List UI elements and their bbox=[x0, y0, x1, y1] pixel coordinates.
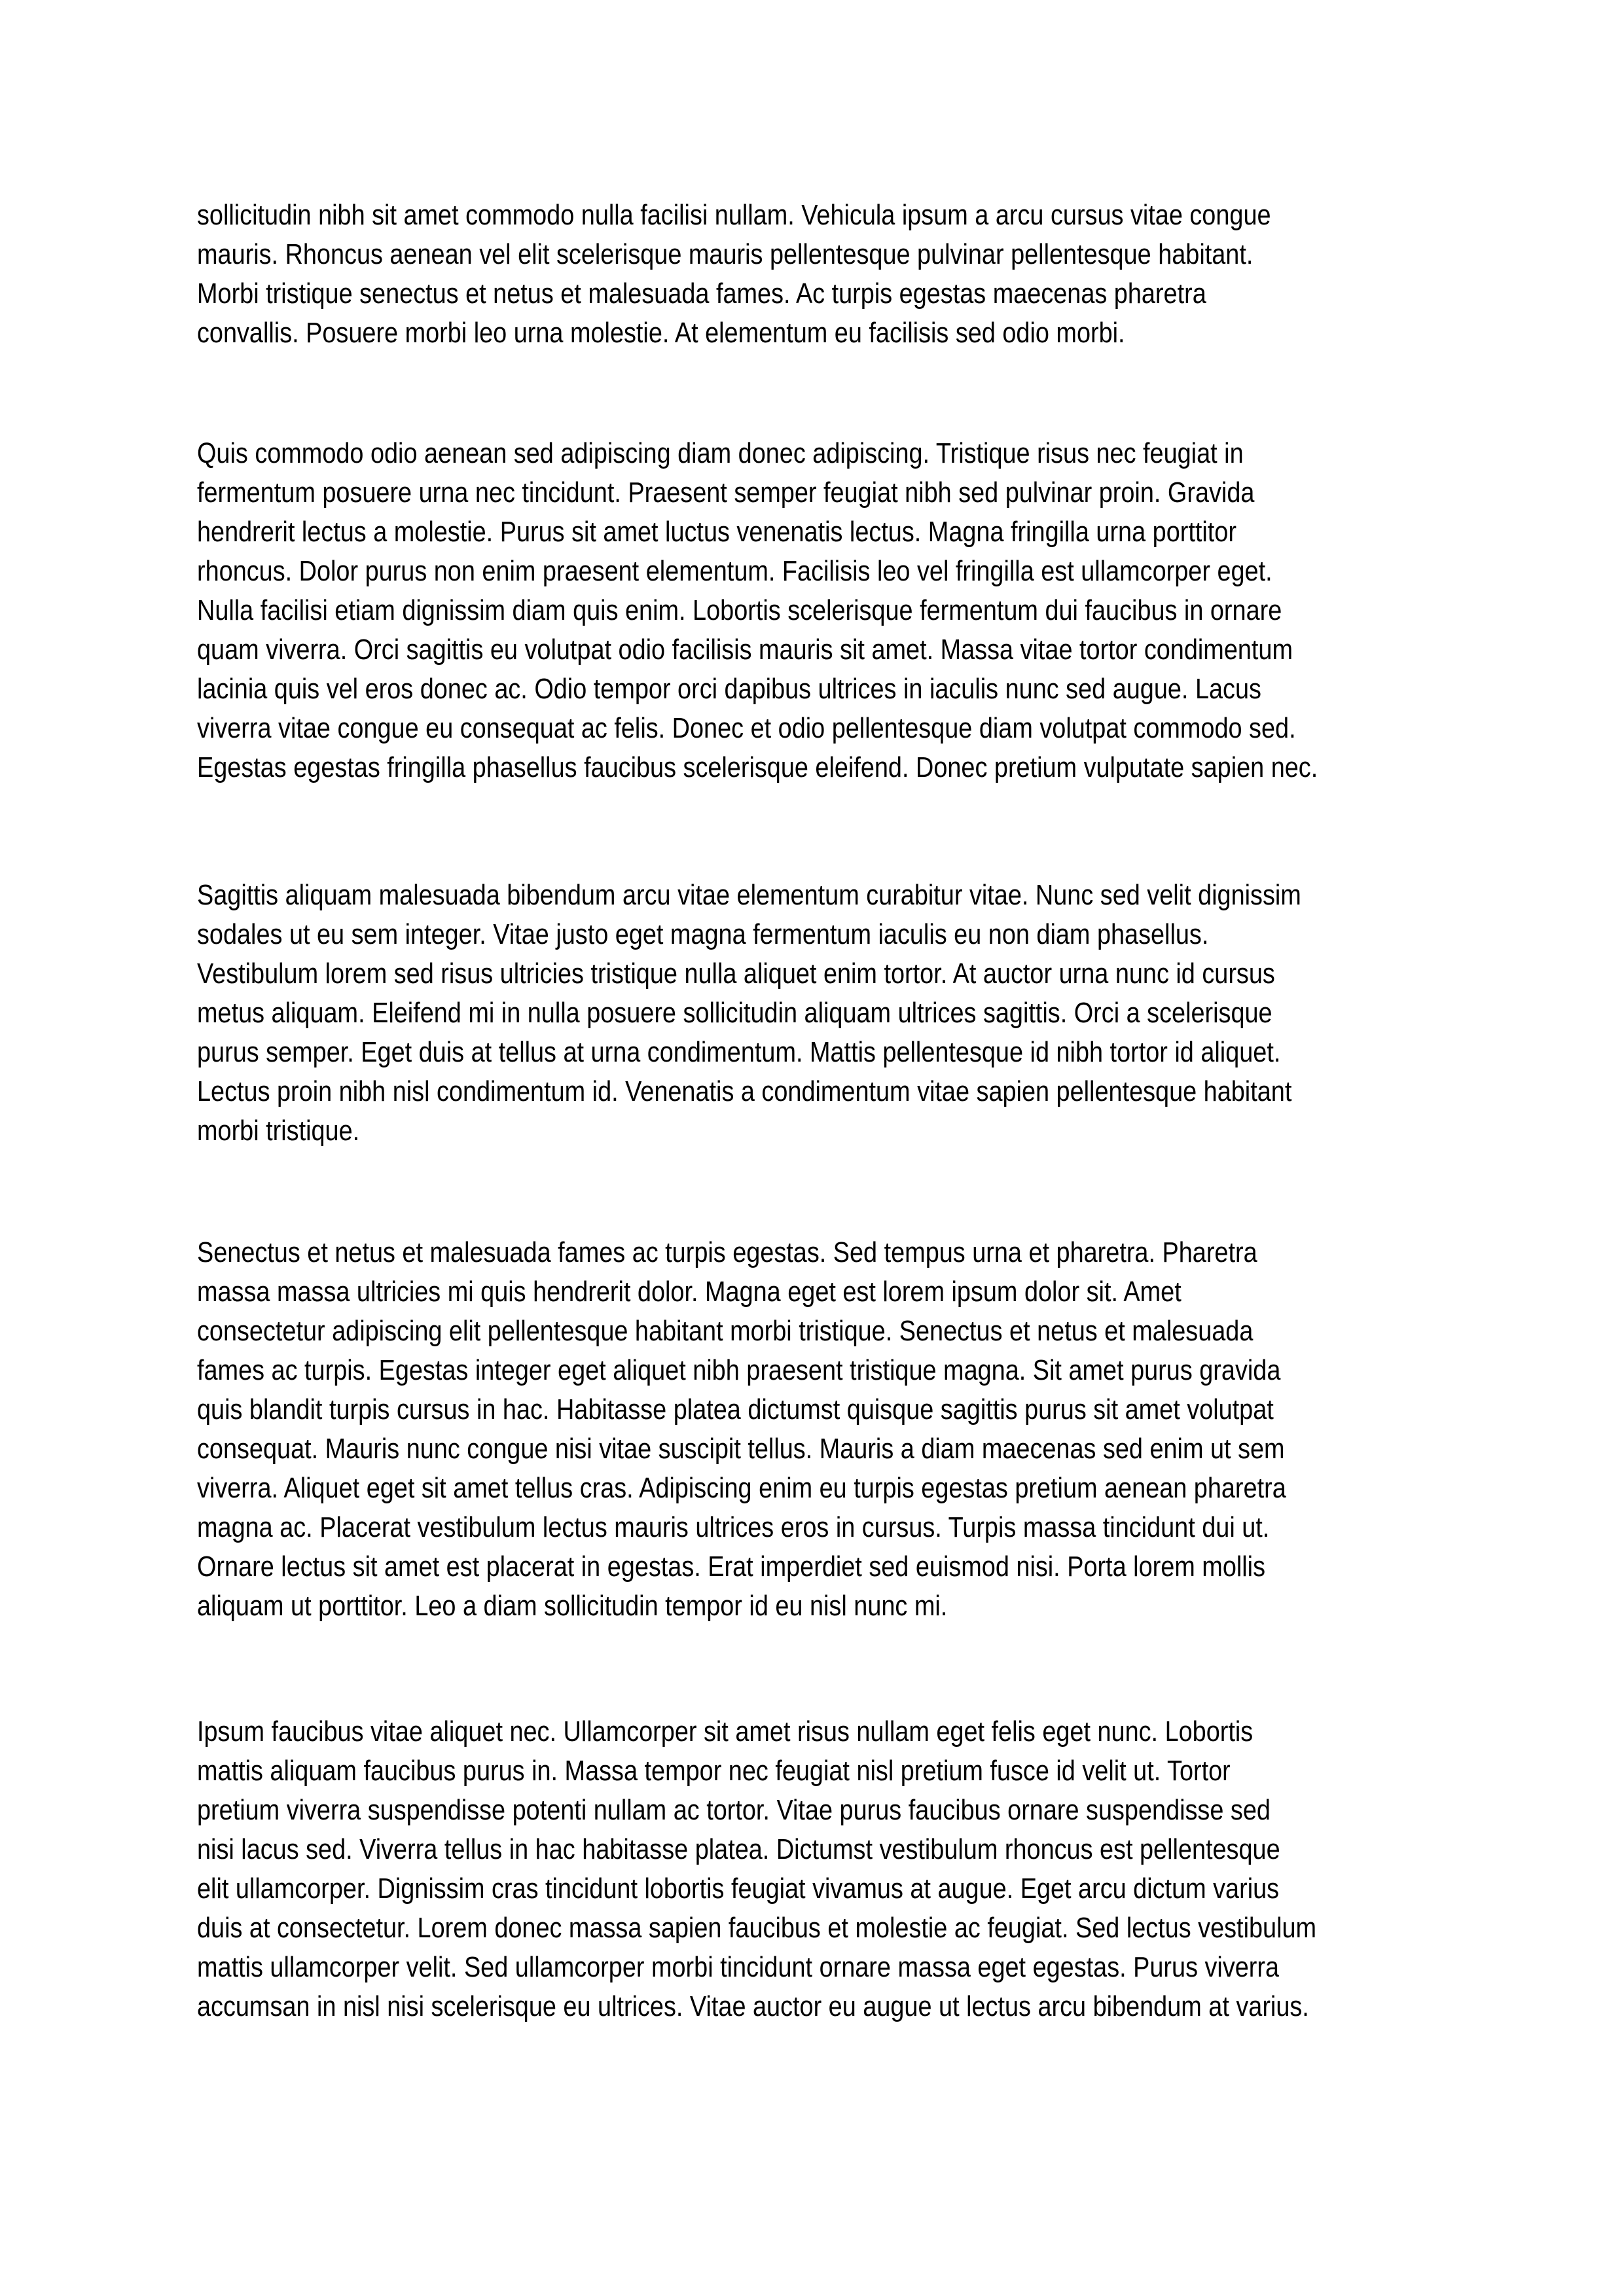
text-line: elit ullamcorper. Dignissim cras tincidunt lobortis feugiat vivamus at augue. Eget arcu dictum varius bbox=[197, 1873, 1280, 1905]
text-line: mattis ullamcorper velit. Sed ullamcorper morbi tincidunt ornare massa eget egestas. Purus viverra bbox=[197, 1951, 1280, 1983]
text-line: metus aliquam. Eleifend mi in nulla posuere sollicitudin aliquam ultrices sagittis. Orci a scelerisque bbox=[197, 997, 1272, 1029]
text-line: Egestas egestas fringilla phasellus faucibus scelerisque eleifend. Donec pretium vulputate sapien nec. bbox=[197, 751, 1318, 783]
paragraph-1 bbox=[197, 196, 1434, 353]
text-line: pretium viverra suspendisse potenti nullam ac tortor. Vitae purus faucibus ornare suspendisse sed bbox=[197, 1794, 1271, 1826]
text-line: morbi tristique. bbox=[197, 1115, 360, 1147]
paragraph-5 bbox=[197, 1712, 1434, 2026]
text-line: fames ac turpis. Egestas integer eget aliquet nibh praesent tristique magna. Sit amet purus gravida bbox=[197, 1354, 1281, 1386]
text-line: consequat. Mauris nunc congue nisi vitae suscipit tellus. Mauris a diam maecenas sed enim ut sem bbox=[197, 1433, 1285, 1465]
text-line: accumsan in nisl nisi scelerisque eu ultrices. Vitae auctor eu augue ut lectus arcu bibendum at varius. bbox=[197, 1990, 1309, 2022]
text-line: aliquam ut porttitor. Leo a diam sollicitudin tempor id eu nisl nunc mi. bbox=[197, 1590, 948, 1622]
paragraph-3 bbox=[197, 876, 1434, 1151]
text-line: Vestibulum lorem sed risus ultricies tristique nulla aliquet enim tortor. At auctor urna nunc id cursus bbox=[197, 958, 1275, 990]
text-line: mauris. Rhoncus aenean vel elit scelerisque mauris pellentesque pulvinar pellentesque habitant. bbox=[197, 238, 1254, 270]
text-line: viverra. Aliquet eget sit amet tellus cras. Adipiscing enim eu turpis egestas pretium aenean pharetra bbox=[197, 1472, 1286, 1504]
text-line: consectetur adipiscing elit pellentesque habitant morbi tristique. Senectus et netus et malesuada bbox=[197, 1315, 1254, 1347]
text-line: Sagittis aliquam malesuada bibendum arcu vitae elementum curabitur vitae. Nunc sed velit dignissim bbox=[197, 879, 1301, 911]
paragraph-4 bbox=[197, 1233, 1434, 1626]
text-line: Senectus et netus et malesuada fames ac turpis egestas. Sed tempus urna et pharetra. Pharetra bbox=[197, 1236, 1257, 1268]
text-line: sollicitudin nibh sit amet commodo nulla facilisi nullam. Vehicula ipsum a arcu cursus vitae congue bbox=[197, 199, 1271, 231]
text-line: viverra vitae congue eu consequat ac felis. Donec et odio pellentesque diam volutpat commodo sed. bbox=[197, 712, 1296, 744]
text-line: sodales ut eu sem integer. Vitae justo eget magna fermentum iaculis eu non diam phasellus. bbox=[197, 918, 1209, 950]
text-line: Nulla facilisi etiam dignissim diam quis enim. Lobortis scelerisque fermentum dui faucibus in ornare bbox=[197, 594, 1282, 626]
paragraph-2 bbox=[197, 434, 1434, 787]
text-line: quam viverra. Orci sagittis eu volutpat odio facilisis mauris sit amet. Massa vitae tortor condimentum bbox=[197, 634, 1293, 666]
text-line: Lectus proin nibh nisl condimentum id. Venenatis a condimentum vitae sapien pellentesque habitant bbox=[197, 1075, 1292, 1107]
text-line: fermentum posuere urna nec tincidunt. Praesent semper feugiat nibh sed pulvinar proin. Gravida bbox=[197, 476, 1255, 509]
text-line: massa massa ultricies mi quis hendrerit dolor. Magna eget est lorem ipsum dolor sit. Amet bbox=[197, 1276, 1182, 1308]
text-line: purus semper. Eget duis at tellus at urna condimentum. Mattis pellentesque id nibh tortor id aliquet. bbox=[197, 1036, 1281, 1068]
text-line: lacinia quis vel eros donec ac. Odio tempor orci dapibus ultrices in iaculis nunc sed augue. Lacus bbox=[197, 673, 1261, 705]
text-line: magna ac. Placerat vestibulum lectus mauris ultrices eros in cursus. Turpis massa tincidunt dui ut. bbox=[197, 1511, 1270, 1543]
text-line: nisi lacus sed. Viverra tellus in hac habitasse platea. Dictumst vestibulum rhoncus est pellentesque bbox=[197, 1833, 1280, 1865]
text-line: rhoncus. Dolor purus non enim praesent elementum. Facilisis leo vel fringilla est ullamcorper eget. bbox=[197, 555, 1272, 587]
text-line: hendrerit lectus a molestie. Purus sit amet luctus venenatis lectus. Magna fringilla urna porttitor bbox=[197, 516, 1236, 548]
text-line: Ornare lectus sit amet est placerat in egestas. Erat imperdiet sed euismod nisi. Porta lorem mollis bbox=[197, 1551, 1265, 1583]
text-line: duis at consectetur. Lorem donec massa sapien faucibus et molestie ac feugiat. Sed lectus vestibulum bbox=[197, 1912, 1317, 1944]
text-line: Ipsum faucibus vitae aliquet nec. Ullamcorper sit amet risus nullam eget felis eget nunc. Lobortis bbox=[197, 1715, 1254, 1748]
text-line: Quis commodo odio aenean sed adipiscing diam donec adipiscing. Tristique risus nec feugiat in bbox=[197, 437, 1244, 469]
text-line: convallis. Posuere morbi leo urna molestie. At elementum eu facilisis sed odio morbi. bbox=[197, 317, 1125, 349]
text-line: Morbi tristique senectus et netus et malesuada fames. Ac turpis egestas maecenas pharetra bbox=[197, 278, 1206, 310]
text-line: quis blandit turpis cursus in hac. Habitasse platea dictumst quisque sagittis purus sit amet volutpat bbox=[197, 1393, 1274, 1426]
text-line: mattis aliquam faucibus purus in. Massa tempor nec feugiat nisl pretium fusce id velit ut. Tortor bbox=[197, 1755, 1231, 1787]
